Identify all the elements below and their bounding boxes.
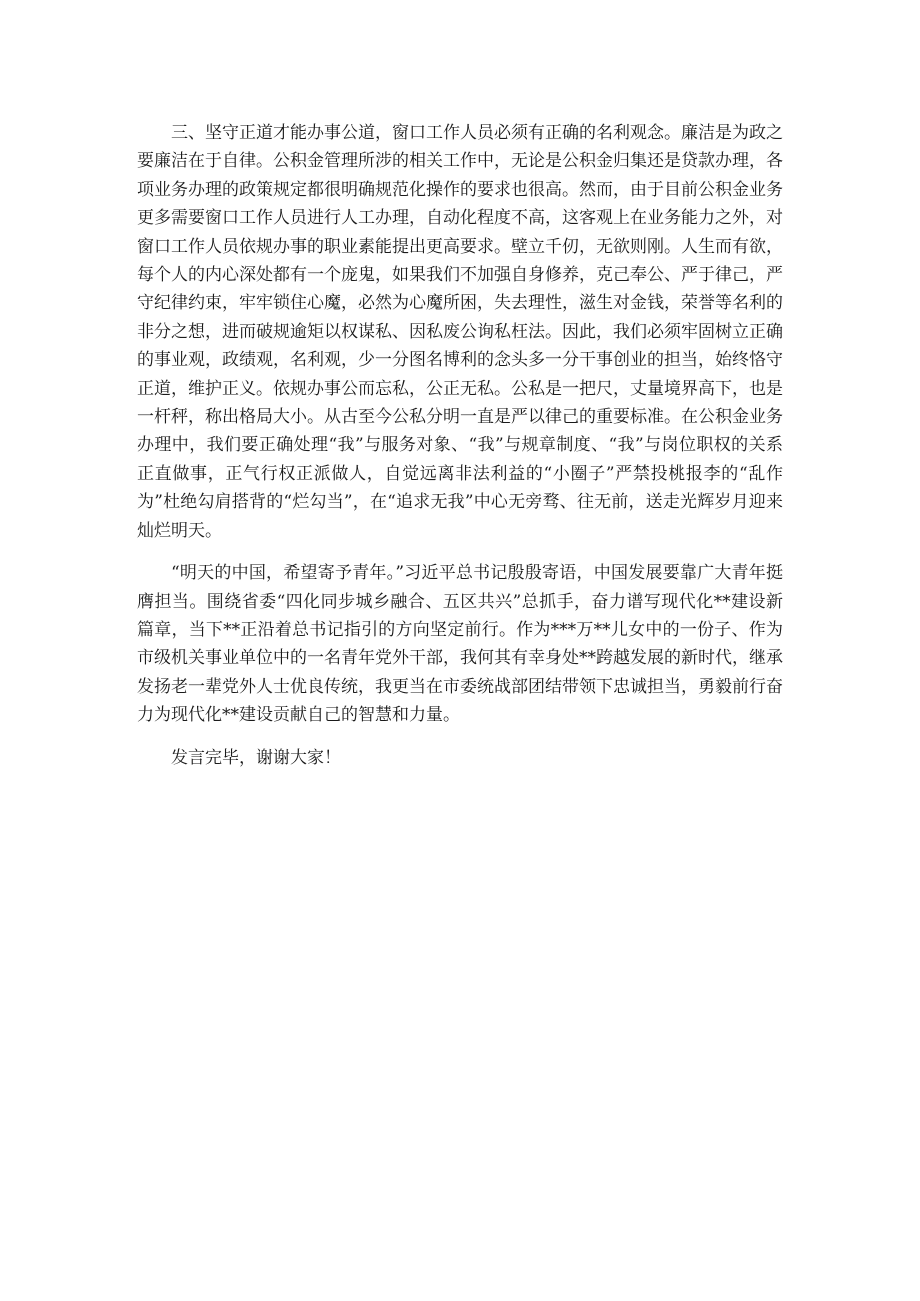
paragraph-youth: “明天的中国，希望寄予青年。”习近平总书记殷殷寄语，中国发展要靠广大青年挺膺担当。围绕省委“四化同步城乡融合、五区共兴”总抓手，奋力谱写现代化**建设新篇章，当下**正沿着总书记指引的方向坚定前行。作为***万**儿女中的一份子、作为市级机关事业单位中的一名青年党外干部，我何其有幸身处**跨越发展的新时代，继承发扬老一辈党外人士优良传统，我更当在市委统战部团结带领下忠诚担当，勇毅前行奋力为现代化**建设贡献自己的智慧和力量。 (137, 563, 783, 726)
document-body (137, 119, 783, 786)
paragraph-closing: 发言完毕，谢谢大家！ (171, 747, 341, 768)
paragraph-integrity: 三、坚守正道才能办事公道，窗口工作人员必须有正确的名利观念。廉洁是为政之要廉洁在于自律。公积金管理所涉的相关工作中，无论是公积金归集还是贷款办理，各项业务办理的政策规定都很明确规范化操作的要求也很高。然而，由于目前公积金业务更多需要窗口工作人员进行人工办理，自动化程度不高，这客观上在业务能力之外，对窗口工作人员依规办事的职业素能提出更高要求。壁立千仞，无欲则刚。人生而有欲，每个人的内心深处都有一个庞鬼，如果我们不加强自身修养，克己奉公、严于律己，严守纪律约束，牢牢锁住心魔，必然为心魔所困，失去理性，滋生对金钱，荣誉等名利的非分之想，进而破规逾矩以权谋私、因私废公询私枉法。因此，我们必须牢固树立正确的事业观，政绩观，名利观，少一分图名博利的念头多一分干事创业的担当，始终恪守正道，维护正义。依规办事公而忘私，公正无私。公私是一把尺，丈量境界高下，也是一杆秤，称出格局大小。从古至今公私分明一直是严以律己的重要标准。在公积金业务办理中，我们要正确处理“我”与服务对象、“我”与规章制度、“我”与岗位职权的关系正直做事，正气行权正派做人，自觉远离非法利益的“小圈子”严禁投桃报李的“乱作为”杜绝勾肩搭背的“烂勾当”，在“追求无我”中心无旁骛、往无前，送走光辉岁月迎来灿烂明天。 (137, 123, 783, 541)
